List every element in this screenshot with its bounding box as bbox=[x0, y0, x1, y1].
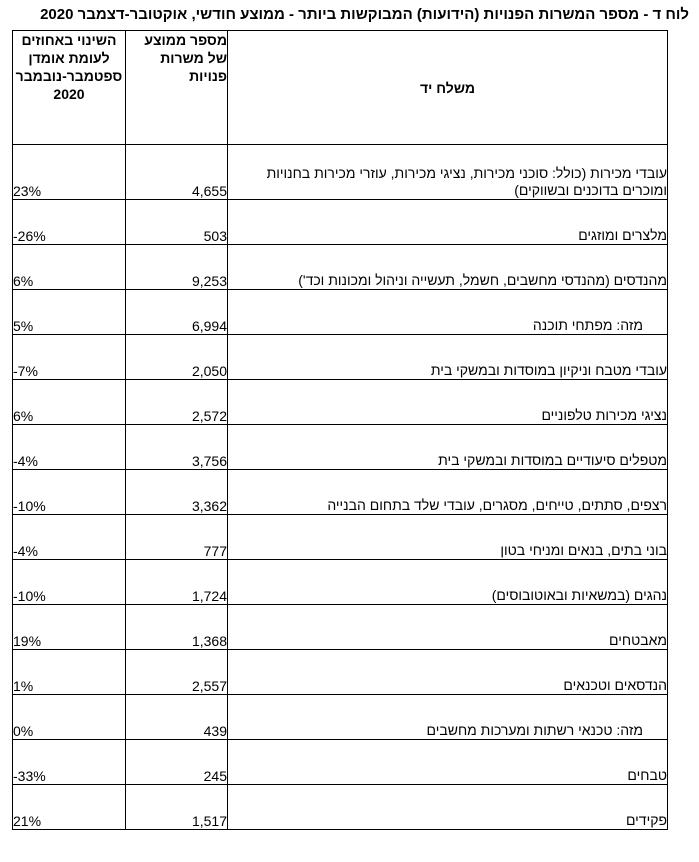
cell-vacancies bbox=[126, 740, 228, 785]
vacancies-value: 1,368 bbox=[191, 633, 227, 649]
change-value: 23% bbox=[13, 183, 42, 199]
change-value: 1% bbox=[13, 678, 34, 694]
table-row bbox=[13, 335, 668, 380]
table-row bbox=[13, 290, 668, 335]
vacancies-value: 1,724 bbox=[191, 588, 227, 604]
cell-branch: נציגי מכירות טלפוניים bbox=[228, 380, 668, 425]
table-row bbox=[13, 515, 668, 560]
header-branch: משלח יד bbox=[228, 31, 668, 145]
cell-branch: פקידים bbox=[228, 785, 668, 830]
cell-change bbox=[13, 200, 126, 245]
cell-branch: עובדי מכירות (כולל: סוכני מכירות, נציגי מכירות, עוזרי מכירות בחנויות ומוכרים בדוכנים ובשווקים) bbox=[228, 145, 668, 200]
change-value: 19% bbox=[13, 633, 42, 649]
change-value: -26% bbox=[13, 228, 46, 244]
table-body bbox=[13, 145, 668, 830]
cell-vacancies bbox=[126, 245, 228, 290]
cell-branch: מלצרים ומוזגים bbox=[228, 200, 668, 245]
vacancies-value: 439 bbox=[203, 723, 227, 739]
cell-change bbox=[13, 695, 126, 740]
change-value: -10% bbox=[13, 588, 46, 604]
table-row bbox=[13, 785, 668, 830]
vacancies-table bbox=[12, 30, 668, 830]
table-row bbox=[13, 470, 668, 515]
cell-vacancies bbox=[126, 785, 228, 830]
vacancies-value: 2,050 bbox=[191, 363, 227, 379]
change-value: 6% bbox=[13, 273, 34, 289]
cell-vacancies bbox=[126, 605, 228, 650]
cell-branch: בוני בתים, בנאים ומניחי בטון bbox=[228, 515, 668, 560]
cell-branch: מזה: מפתחי תוכנה bbox=[228, 290, 668, 335]
cell-branch: הנדסאים וטכנאים bbox=[228, 650, 668, 695]
cell-change bbox=[13, 515, 126, 560]
cell-branch: עובדי מטבח וניקיון במוסדות ובמשקי בית bbox=[228, 335, 668, 380]
cell-vacancies bbox=[126, 290, 228, 335]
table-row bbox=[13, 200, 668, 245]
change-value: 0% bbox=[13, 723, 34, 739]
cell-branch: טבחים bbox=[228, 740, 668, 785]
vacancies-value: 3,756 bbox=[191, 453, 227, 469]
cell-vacancies bbox=[126, 470, 228, 515]
cell-change bbox=[13, 560, 126, 605]
change-value: -4% bbox=[13, 453, 38, 469]
table-row bbox=[13, 245, 668, 290]
change-value: -4% bbox=[13, 543, 38, 559]
change-value: 6% bbox=[13, 408, 34, 424]
cell-branch: מאבטחים bbox=[228, 605, 668, 650]
table-row bbox=[13, 695, 668, 740]
header-vacancies: מספר ממוצע של משרות פנויות bbox=[126, 31, 228, 145]
table-row bbox=[13, 605, 668, 650]
cell-vacancies bbox=[126, 650, 228, 695]
cell-change bbox=[13, 145, 126, 200]
cell-branch: מהנדסים (מהנדסי מחשבים, חשמל, תעשייה וניהול ומכונות וכד') bbox=[228, 245, 668, 290]
vacancies-value: 503 bbox=[203, 228, 227, 244]
table-title: לוח ד - מספר המשרות הפנויות (הידועות) המבוקשות ביותר - ממוצע חודשי, אוקטובר-דצמבר 2020 bbox=[40, 6, 689, 23]
change-value: -7% bbox=[13, 363, 38, 379]
vacancies-value: 777 bbox=[203, 543, 227, 559]
vacancies-value: 4,655 bbox=[191, 183, 227, 199]
cell-vacancies bbox=[126, 560, 228, 605]
header-change: השינוי באחוזים לעומת אומדן ספטמבר-נובמבר 2020 bbox=[13, 31, 126, 145]
cell-vacancies bbox=[126, 200, 228, 245]
table-row bbox=[13, 560, 668, 605]
change-value: 21% bbox=[13, 813, 42, 829]
vacancies-value: 2,572 bbox=[191, 408, 227, 424]
cell-vacancies bbox=[126, 335, 228, 380]
vacancies-value: 1,517 bbox=[191, 813, 227, 829]
table-row bbox=[13, 380, 668, 425]
vacancies-value: 6,994 bbox=[191, 318, 227, 334]
cell-change bbox=[13, 650, 126, 695]
change-value: 5% bbox=[13, 318, 34, 334]
table-row bbox=[13, 145, 668, 200]
vacancies-value: 3,362 bbox=[191, 498, 227, 514]
vacancies-value: 9,253 bbox=[191, 273, 227, 289]
vacancies-value: 245 bbox=[203, 768, 227, 784]
cell-branch: מטפלים סיעודיים במוסדות ובמשקי בית bbox=[228, 425, 668, 470]
table-row bbox=[13, 425, 668, 470]
cell-change bbox=[13, 335, 126, 380]
cell-change bbox=[13, 740, 126, 785]
cell-vacancies bbox=[126, 425, 228, 470]
cell-vacancies bbox=[126, 145, 228, 200]
cell-change bbox=[13, 245, 126, 290]
cell-change bbox=[13, 470, 126, 515]
cell-branch: נהגים (במשאיות ובאוטובוסים) bbox=[228, 560, 668, 605]
change-value: -10% bbox=[13, 498, 46, 514]
change-value: -33% bbox=[13, 768, 46, 784]
cell-change bbox=[13, 290, 126, 335]
table-row bbox=[13, 740, 668, 785]
cell-vacancies bbox=[126, 515, 228, 560]
table-row bbox=[13, 650, 668, 695]
cell-branch: מזה: טכנאי רשתות ומערכות מחשבים bbox=[228, 695, 668, 740]
vacancies-value: 2,557 bbox=[191, 678, 227, 694]
cell-change bbox=[13, 425, 126, 470]
cell-change bbox=[13, 605, 126, 650]
cell-vacancies bbox=[126, 695, 228, 740]
header-row bbox=[13, 31, 668, 145]
cell-branch: רצפים, סתתים, טייחים, מסגרים, עובדי שלד בתחום הבנייה bbox=[228, 470, 668, 515]
cell-vacancies bbox=[126, 380, 228, 425]
cell-change bbox=[13, 785, 126, 830]
cell-change bbox=[13, 380, 126, 425]
